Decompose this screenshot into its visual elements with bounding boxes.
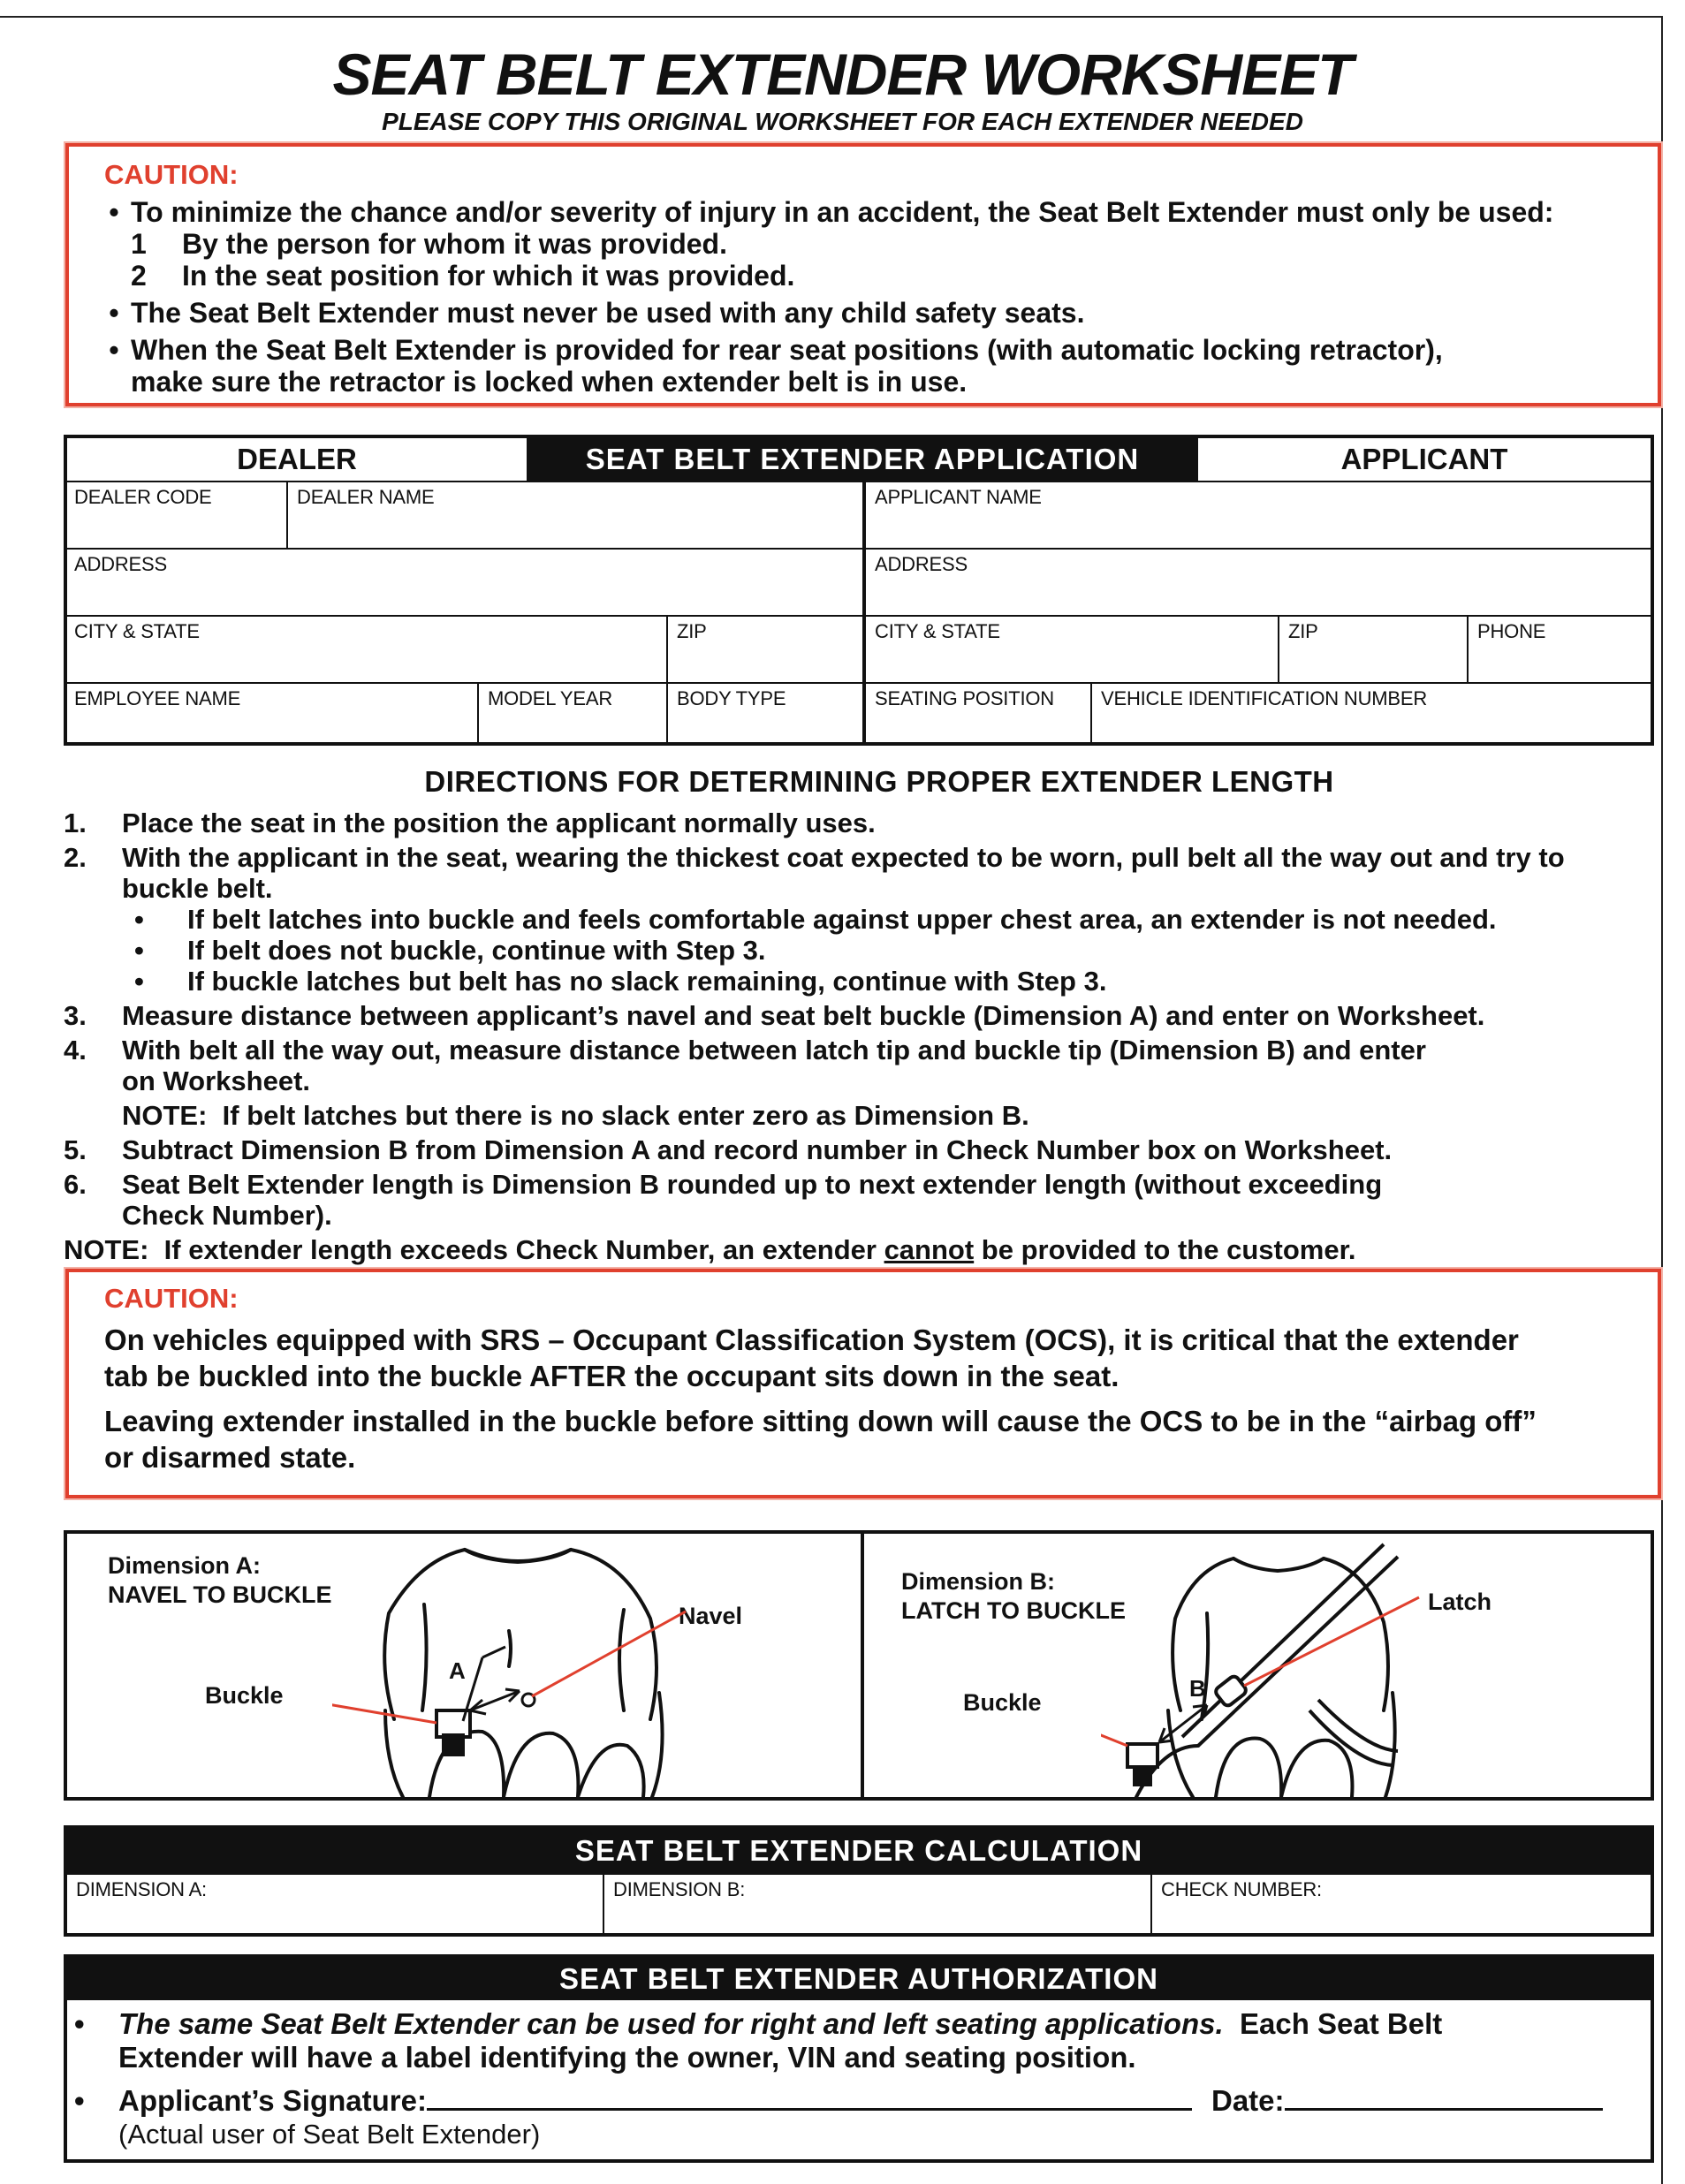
caution-paragraph-line: or disarmed state.: [104, 1441, 356, 1474]
model-year-field[interactable]: [477, 682, 666, 746]
field-label: ZIP: [677, 620, 707, 642]
field-label: PHONE: [1477, 620, 1546, 642]
caution-text: To minimize the chance and/or severity of injury in an accident, the Seat Belt Extender must only be used:: [131, 196, 1554, 228]
step-text: Measure distance between applicant’s navel and seat belt buckle (Dimension A) and enter on Worksheet.: [122, 1000, 1485, 1031]
field-label: DEALER CODE: [74, 486, 212, 508]
caution-bullet-continuation: [97, 366, 1652, 398]
caution-label: CAUTION:: [104, 1283, 239, 1314]
figure-divider: [861, 1534, 864, 1797]
authorization-text-rest: Each Seat Belt: [1223, 2007, 1443, 2040]
caution-paragraph-line: Leaving extender installed in the buckle before sitting down will cause the OCS to be in the “airbag off”: [104, 1405, 1537, 1437]
step-text: Check Number).: [122, 1200, 332, 1231]
dimension-b-title: [901, 1567, 1126, 1626]
direction-step-continuation: [64, 873, 1645, 904]
step-note: NOTE: If belt latches but there is no slack enter zero as Dimension B.: [122, 1100, 1029, 1131]
page-subtitle: PLEASE COPY THIS ORIGINAL WORKSHEET FOR EACH EXTENDER NEEDED: [382, 108, 1303, 135]
application-table: [64, 435, 1654, 746]
caution-paragraph-line: tab be buckled into the buckle AFTER the occupant sits down in the seat.: [104, 1360, 1120, 1392]
direction-substep: • If belt does not buckle, continue with Step 3.: [134, 935, 766, 966]
applicant-zip-field[interactable]: [1278, 615, 1467, 682]
caution-text: make sure the retractor is locked when extender belt is in use.: [131, 366, 968, 398]
field-label: ZIP: [1288, 620, 1318, 642]
torso-illustration-a: [332, 1534, 756, 1797]
caution-subitem: [97, 260, 1652, 292]
dimension-a-title: [108, 1551, 332, 1610]
dealer-name-field[interactable]: [286, 481, 862, 548]
direction-step: [64, 842, 1645, 873]
step-text: With belt all the way out, measure distance between latch tip and buckle tip (Dimension B) and enter: [122, 1035, 1426, 1065]
note-text: be provided to the customer.: [974, 1234, 1356, 1265]
caution-bullet: • The Seat Belt Extender must never be used with any child safety seats.: [109, 297, 1085, 329]
field-label: CHECK NUMBER:: [1161, 1878, 1322, 1900]
caution-subitem-text: In the seat position for which it was provided.: [182, 260, 795, 292]
buckle-label-a: Buckle: [205, 1682, 284, 1709]
substep-text: If buckle latches but belt has no slack remaining, continue with Step 3.: [187, 966, 1107, 997]
direction-step-continuation: [64, 1200, 1645, 1231]
field-label: BODY TYPE: [677, 687, 786, 709]
direction-step: [64, 808, 1645, 838]
latch-label: Latch: [1428, 1589, 1492, 1615]
dimension-a-label: Dimension A:: [108, 1552, 262, 1579]
step-text: buckle belt.: [122, 873, 273, 904]
authorization-header: SEAT BELT EXTENDER AUTHORIZATION: [67, 1958, 1651, 2000]
step-text: With the applicant in the seat, wearing the thickest coat expected to be worn, pull belt all the way out and try to: [122, 842, 1565, 873]
torso-illustration-b: [1101, 1534, 1490, 1797]
field-label: EMPLOYEE NAME: [74, 687, 241, 709]
caution-subitem-number: 1: [131, 228, 147, 260]
direction-step: [64, 1169, 1645, 1200]
body-type-field[interactable]: [666, 682, 862, 746]
step-text: Seat Belt Extender length is Dimension B rounded up to next extender length (without exceeding: [122, 1169, 1383, 1200]
caution-box-top: [65, 143, 1661, 406]
application-header: SEAT BELT EXTENDER APPLICATION: [527, 438, 1198, 481]
caution-text: When the Seat Belt Extender is provided for rear seat positions (with automatic locking retractor),: [131, 334, 1443, 366]
direction-step: [64, 1000, 1645, 1031]
note-emphasis: cannot: [884, 1234, 975, 1265]
employee-name-field[interactable]: [65, 682, 477, 746]
dealer-zip-field[interactable]: [666, 615, 862, 682]
dealer-city-state-field[interactable]: [65, 615, 666, 682]
caution-list: [97, 196, 1652, 398]
substep-text: If belt latches into buckle and feels comfortable against upper chest area, an extender is not needed.: [187, 904, 1497, 935]
dimension-b-letter: B: [1189, 1675, 1206, 1702]
field-label: CITY & STATE: [74, 620, 200, 642]
dimension-b-caption: LATCH TO BUCKLE: [901, 1597, 1126, 1624]
dimension-b-label: Dimension B:: [901, 1568, 1056, 1595]
date-line[interactable]: [1285, 2082, 1603, 2111]
step-number: 1.: [64, 808, 87, 838]
note-text: NOTE: If extender length exceeds Check Number, an extender: [64, 1234, 884, 1265]
calculation-header: SEAT BELT EXTENDER CALCULATION: [67, 1829, 1651, 1873]
signature-label: Applicant’s Signature:: [118, 2084, 427, 2117]
field-label: ADDRESS: [74, 553, 167, 575]
dealer-address-field[interactable]: [65, 548, 862, 615]
caution-bullet: • When the Seat Belt Extender is provided for rear seat positions (with automatic locking retractor),: [109, 334, 1443, 366]
authorization-italic-text: The same Seat Belt Extender can be used for right and left seating applications.: [118, 2007, 1224, 2040]
applicant-header: APPLICANT: [1340, 443, 1508, 475]
applicant-city-state-field[interactable]: [862, 615, 1278, 682]
direction-step-note: [64, 1100, 1645, 1131]
direction-step-continuation: [64, 1065, 1645, 1096]
navel-label: Navel: [679, 1603, 743, 1629]
directions-list: [64, 808, 1645, 1265]
direction-substep: • If buckle latches but belt has no slack remaining, continue with Step 3.: [134, 966, 1107, 997]
signature-note: (Actual user of Seat Belt Extender): [118, 2119, 541, 2150]
dealer-code-field[interactable]: [65, 481, 286, 548]
step-number: 6.: [64, 1169, 87, 1200]
applicant-name-field[interactable]: [862, 481, 1651, 548]
dealer-header: DEALER: [237, 443, 357, 475]
seating-position-field[interactable]: [862, 682, 1090, 746]
field-label: ADDRESS: [875, 553, 968, 575]
field-label: DEALER NAME: [297, 486, 435, 508]
vin-field[interactable]: [1090, 682, 1651, 746]
buckle-label-b: Buckle: [963, 1689, 1042, 1716]
authorization-section: [64, 1954, 1654, 2163]
field-label: CITY & STATE: [875, 620, 1000, 642]
authorization-text: [74, 2007, 1647, 2151]
page-frame-right: [1661, 16, 1663, 2184]
substep-text: If belt does not buckle, continue with Step 3.: [187, 935, 766, 966]
step-text: Place the seat in the position the applicant normally uses.: [122, 808, 876, 838]
dimension-figures: [64, 1530, 1654, 1801]
dimension-a-field[interactable]: [67, 1873, 603, 1933]
page-title: SEAT BELT EXTENDER WORKSHEET: [332, 42, 1353, 107]
step-text: Subtract Dimension B from Dimension A and record number in Check Number box on Worksheet.: [122, 1134, 1393, 1165]
caution-subitem-number: 2: [131, 260, 147, 292]
direction-step: [64, 1134, 1645, 1165]
step-number: 4.: [64, 1035, 87, 1065]
applicant-phone-field[interactable]: [1467, 615, 1651, 682]
date-label: Date:: [1211, 2084, 1285, 2117]
direction-step: [64, 1035, 1645, 1065]
field-label: SEATING POSITION: [875, 687, 1054, 709]
applicant-address-field[interactable]: [862, 548, 1651, 615]
step-number: 3.: [64, 1000, 87, 1031]
step-number: 2.: [64, 842, 87, 873]
field-label: APPLICANT NAME: [875, 486, 1042, 508]
step-number: 5.: [64, 1134, 87, 1165]
caution-paragraph-line: On vehicles equipped with SRS – Occupant Classification System (OCS), it is critical that the extender: [104, 1323, 1519, 1356]
signature-line[interactable]: [427, 2082, 1192, 2111]
caution-subitem-text: By the person for whom it was provided.: [182, 228, 727, 260]
field-label: MODEL YEAR: [488, 687, 613, 709]
caution-box-ocs: [65, 1269, 1661, 1498]
dimension-a-caption: NAVEL TO BUCKLE: [108, 1581, 332, 1608]
directions-heading: DIRECTIONS FOR DETERMINING PROPER EXTENDER LENGTH: [424, 765, 1334, 798]
caution-bullet: • To minimize the chance and/or severity of injury in an accident, the Seat Belt Extender must only be used:: [109, 196, 1554, 228]
caution-label: CAUTION:: [104, 159, 239, 190]
calculation-table: [64, 1825, 1654, 1937]
authorization-bullet: • The same Seat Belt Extender can be used for right and left seating applications. Each Seat Belt: [74, 2007, 1443, 2040]
field-label: DIMENSION B:: [613, 1878, 746, 1900]
direction-substep: • If belt latches into buckle and feels comfortable against upper chest area, an extender is not needed.: [134, 904, 1497, 935]
caution-text: The Seat Belt Extender must never be used with any child safety seats.: [131, 297, 1085, 329]
directions-note: [64, 1234, 1645, 1265]
signature-row: • Applicant’s Signature: Date:: [74, 2082, 1647, 2118]
authorization-text-line2: Extender will have a label identifying the owner, VIN and seating position.: [118, 2041, 1136, 2074]
check-number-field[interactable]: [1150, 1873, 1651, 1933]
page-frame-top: [0, 16, 1661, 18]
dimension-a-letter: A: [449, 1657, 466, 1684]
field-label: DIMENSION A:: [76, 1878, 207, 1900]
caution-subitem: [97, 228, 1652, 260]
field-label: VEHICLE IDENTIFICATION NUMBER: [1101, 687, 1428, 709]
dimension-b-field[interactable]: [603, 1873, 1150, 1933]
step-text: on Worksheet.: [122, 1065, 311, 1096]
caution-ocs-text: [104, 1322, 1651, 1475]
